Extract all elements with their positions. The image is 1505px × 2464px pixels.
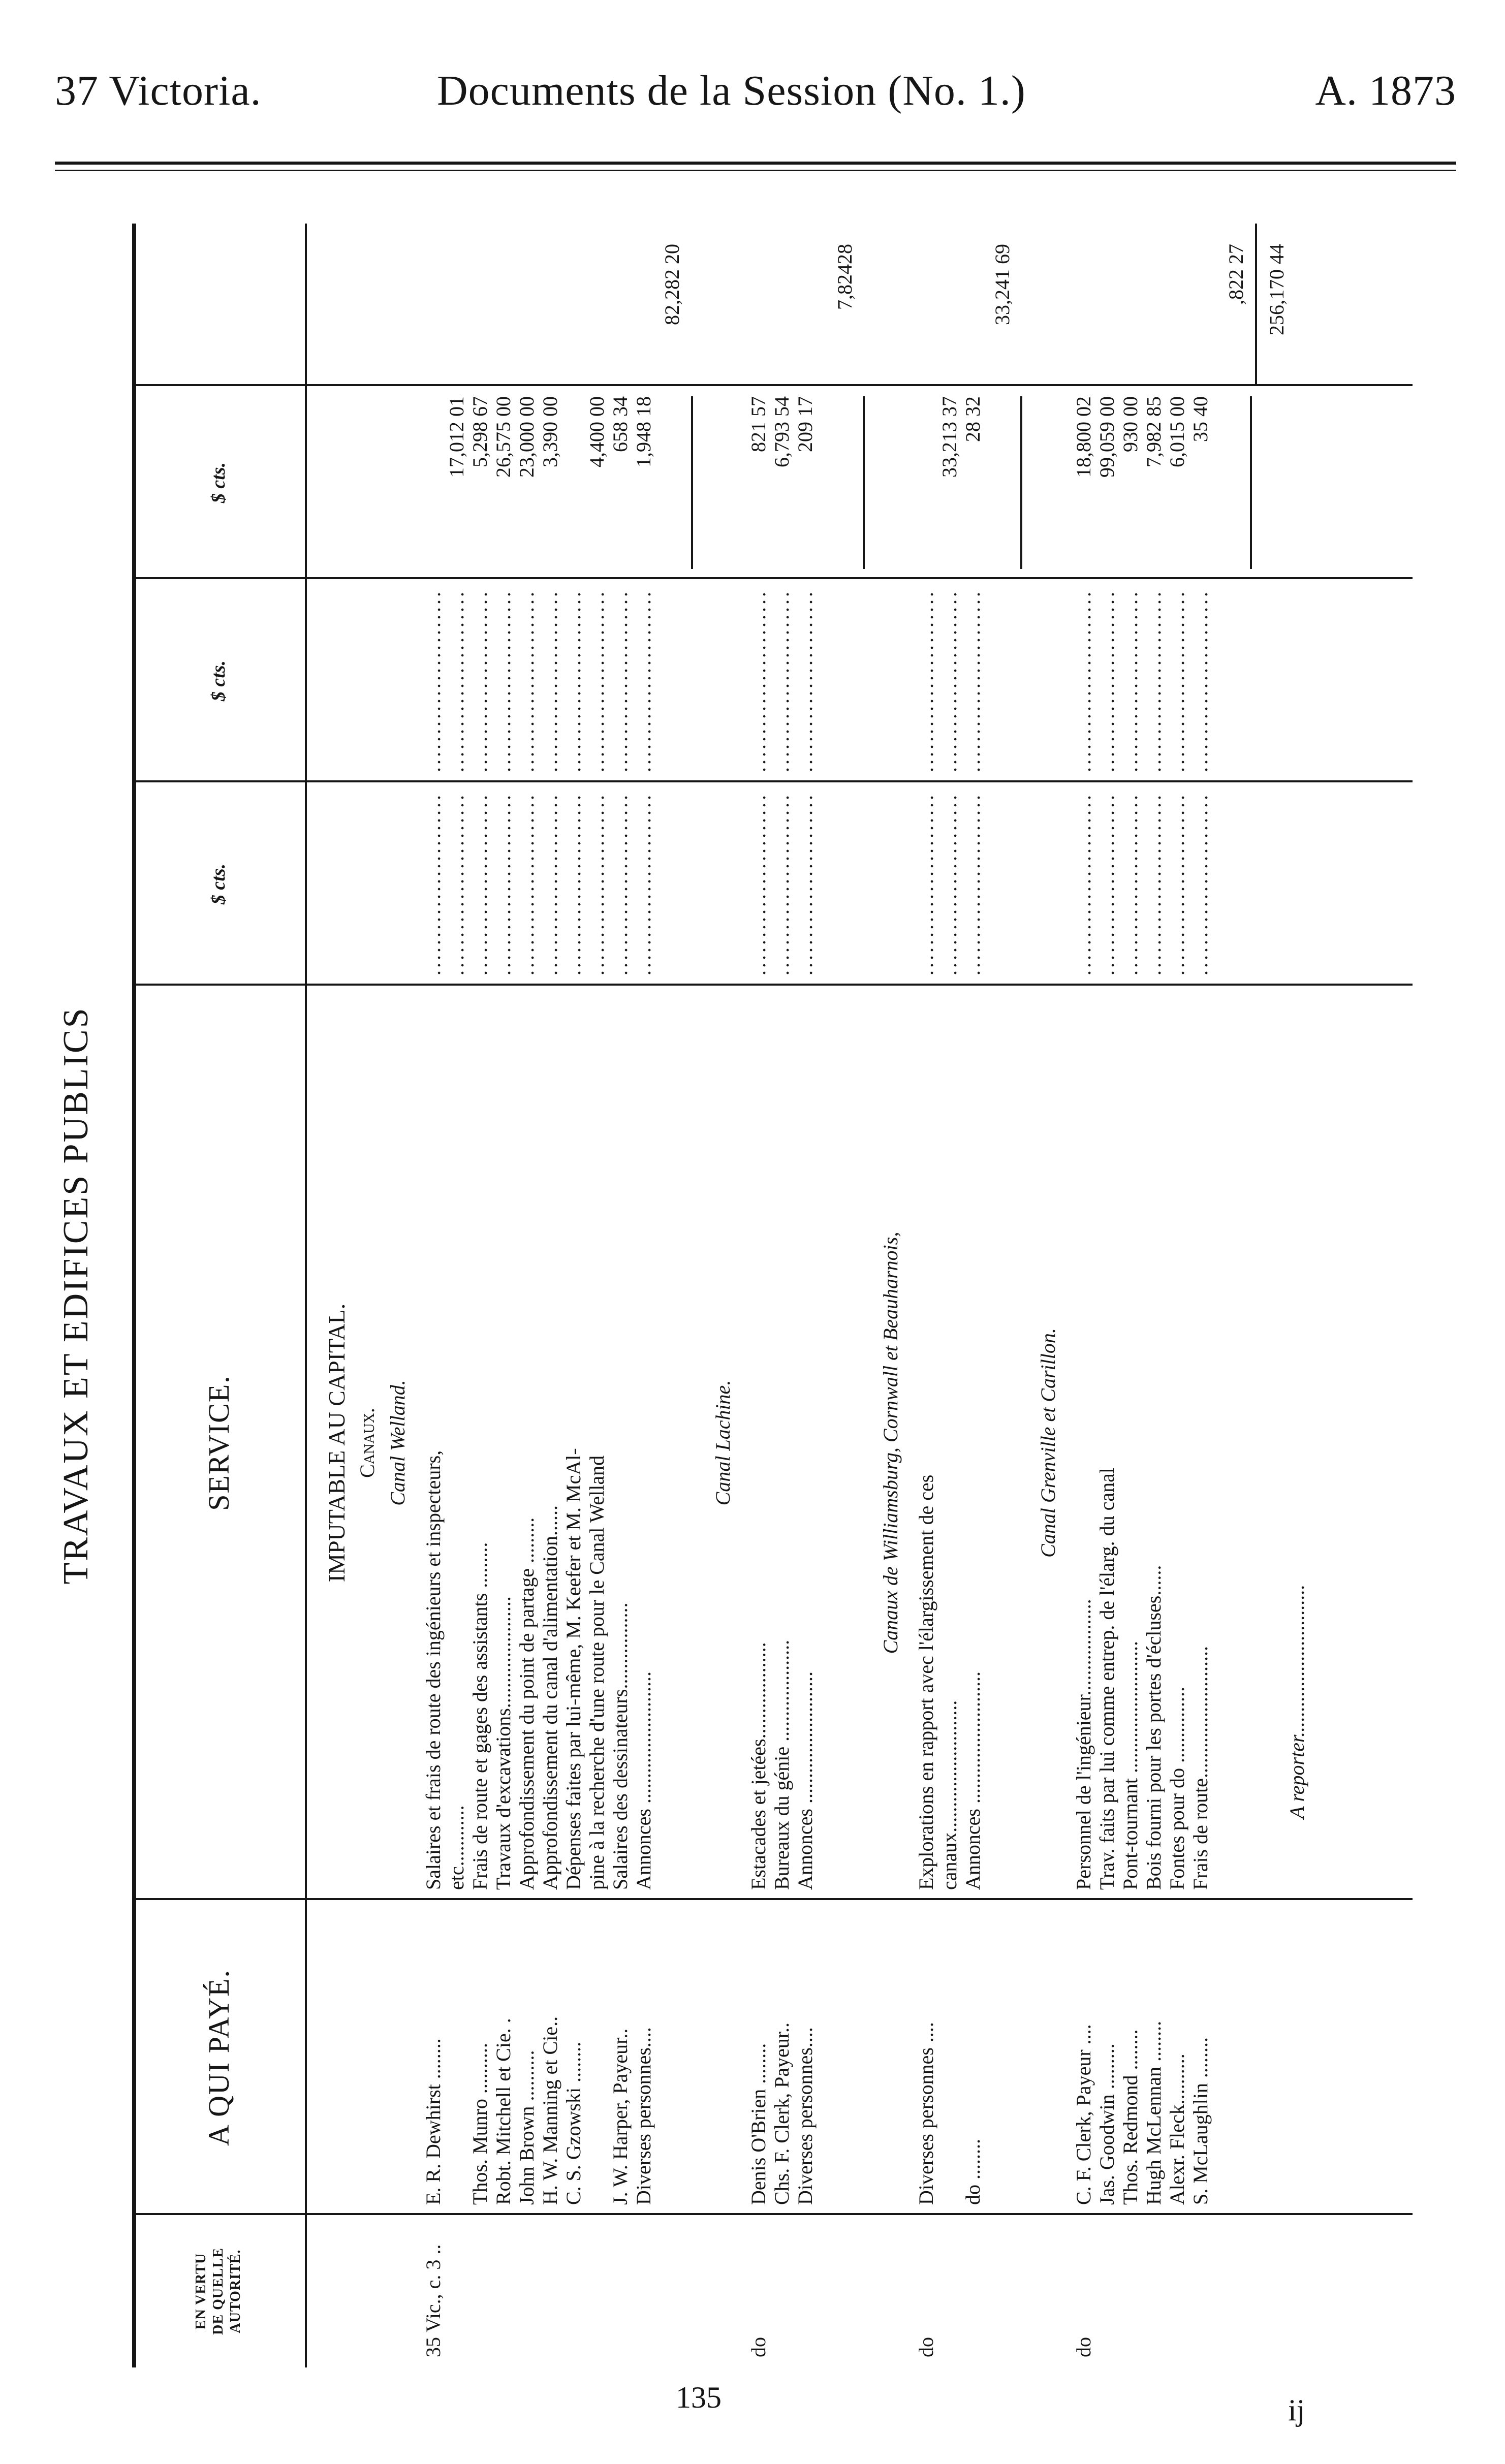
header-bottom-border [305, 224, 307, 2367]
williamsburg-row-service-2: Annonces .......................... [961, 1671, 984, 1890]
col-sep-4 [132, 780, 1413, 782]
col-sep-5 [132, 577, 1413, 579]
col-header-service: SERVICE. [202, 1375, 235, 1511]
grenville-row-leader-money-a-1: ........................ [1095, 793, 1118, 975]
welland-row-leader-money-a-0: ........................ [422, 793, 445, 975]
williamsburg-row-payee-2: do ........ [961, 2139, 984, 2205]
grenville-row-amount-1: 99,059 00 [1095, 396, 1118, 478]
grenville-row-payee-0: C. F. Clerk, Payeur .... [1072, 2024, 1095, 2205]
grenville-row-amount-0: 18,800 02 [1072, 396, 1095, 478]
rule-williamsburg [1020, 396, 1022, 569]
welland-row-payee-6: C. S. Gzowski ........ [562, 2041, 585, 2205]
grenville-row-leader-money-b-3: ........................ [1142, 589, 1165, 772]
section-imputable: IMPUTABLE AU CAPITAL. [324, 1303, 350, 1583]
a-reporter: A reporter.............................. [1285, 1584, 1308, 1819]
welland-row-service-1: etc............ [445, 1805, 468, 1890]
williamsburg-row-leader-money-b-1: ........................ [938, 589, 961, 772]
welland-row-leader-money-b-8: ........................ [609, 589, 632, 772]
grenville-row-payee-3: Hugh McLennan ........ [1142, 2020, 1165, 2205]
grenville-row-service-5: Frais de route.......................... [1189, 1646, 1212, 1890]
welland-row-leader-money-a-1: ........................ [445, 793, 468, 975]
williamsburg-row-leader-money-a-0: ........................ [915, 793, 937, 975]
welland-row-leader-money-a-6: ........................ [562, 793, 585, 975]
welland-row-leader-money-b-3: ........................ [492, 589, 515, 772]
lachine-row-payee-1: Chs. F. Clerk, Payeur.. [770, 2022, 793, 2205]
welland-row-payee-2: Thos. Munro .......... [468, 2043, 491, 2205]
welland-row-leader-money-b-0: ........................ [422, 589, 445, 772]
col-header-money2: $ cts. [208, 660, 229, 702]
welland-row-amount-1: 17,012 01 [445, 396, 468, 478]
lachine-row-leader-money-b-1: ........................ [770, 589, 793, 772]
lachine-row-leader-money-a-0: ........................ [747, 793, 770, 975]
welland-row-amount-7: 4,400 00 [585, 396, 608, 467]
header-rule-bottom [55, 170, 1456, 171]
welland-row-service-7: pine à la recherche d'une route pour le Canal Welland [585, 1455, 608, 1890]
welland-row-leader-money-a-4: ........................ [515, 793, 538, 975]
grenville-row-service-3: Bois fourni pour les portes d'écluses...... [1142, 1565, 1165, 1890]
lachine-row-amount-2: 209 17 [794, 396, 817, 452]
lachine-row-leader-money-b-0: ........................ [747, 589, 770, 772]
welland-row-amount-9: 1,948 18 [632, 396, 655, 467]
welland-row-leader-money-b-2: ........................ [468, 589, 491, 772]
grenville-row-leader-money-b-4: ........................ [1166, 589, 1188, 772]
grenville-row-service-0: Personnel de l'ingénieur................... [1072, 1599, 1095, 1890]
lachine-row-authority-0: do [747, 2337, 770, 2357]
welland-row-service-0: Salaires et frais de route des ingénieurs et inspecteurs, [422, 1450, 445, 1890]
total-williamsburg: 33,241 69 [991, 244, 1014, 325]
welland-row-service-6: Dépenses faites par lui-même, M. Keefer et M. McAl- [562, 1448, 585, 1890]
welland-row-leader-money-b-4: ........................ [515, 589, 538, 772]
col-sep-1 [132, 2213, 1413, 2215]
grenville-row-leader-money-b-1: ........................ [1095, 589, 1118, 772]
welland-row-leader-money-b-9: ........................ [632, 589, 655, 772]
grenville-row-leader-money-b-2: ........................ [1119, 589, 1142, 772]
welland-row-leader-money-a-5: ........................ [539, 793, 561, 975]
lachine-row-leader-money-a-1: ........................ [770, 793, 793, 975]
rotated-table [56, 224, 1453, 2367]
welland-row-service-8: Salaires des dessinateurs................. [609, 1602, 632, 1890]
williamsburg-row-authority-0: do [915, 2337, 937, 2357]
grenville-row-amount-5: 35 40 [1189, 396, 1212, 442]
welland-row-leader-money-b-5: ........................ [539, 589, 561, 772]
williamsburg-row-leader-money-a-1: ........................ [938, 793, 961, 975]
col-sep-6 [132, 384, 1413, 386]
rule-grand [1255, 224, 1257, 386]
total-lachine: 7,82428 [833, 244, 856, 310]
grenville-row-payee-1: Jas. Goodwin ......... [1095, 2043, 1118, 2205]
header-center: Documents de la Session (No. 1.) [437, 67, 1026, 114]
section-canaux: Canaux. [356, 1408, 379, 1478]
welland-row-leader-money-a-9: ........................ [632, 793, 655, 975]
williamsburg-row-amount-1: 33,213 37 [938, 396, 961, 478]
welland-row-leader-money-a-8: ........................ [609, 793, 632, 975]
lachine-row-leader-money-a-2: ........................ [794, 793, 817, 975]
welland-row-service-4: Approfondissement du point de partage ......... [515, 1517, 538, 1890]
welland-row-amount-4: 23,000 00 [515, 396, 538, 478]
williamsburg-row-service-0: Explorations en rapport avec l'élargissement de ces [915, 1474, 937, 1890]
header-left: 37 Victoria. [55, 67, 262, 114]
total-welland: 82,282 20 [661, 244, 683, 325]
page-title: TRAVAUX ET EDIFICES PUBLICS [56, 1006, 96, 1585]
section-lachine: Canal Lachine. [711, 1380, 734, 1506]
grand-total: 256,170 44 [1265, 244, 1288, 335]
grenville-row-amount-2: 930 00 [1119, 396, 1142, 452]
williamsburg-row-leader-money-a-2: ........................ [961, 793, 984, 975]
lachine-row-service-2: Annonces .......................... [794, 1671, 817, 1890]
grenville-row-leader-money-a-5: ........................ [1189, 793, 1212, 975]
welland-row-amount-5: 3,390 00 [539, 396, 561, 467]
col-header-authority: EN VERTU DE QUELLE AUTORITÉ. [193, 2248, 243, 2335]
col-sep-3 [132, 984, 1413, 986]
grenville-row-authority-0: do [1072, 2337, 1095, 2357]
page-number: 135 [676, 2381, 722, 2414]
rule-welland [691, 396, 693, 569]
welland-row-leader-money-b-7: ........................ [585, 589, 608, 772]
grenville-row-leader-money-b-0: ........................ [1072, 589, 1095, 772]
grenville-row-leader-money-a-4: ........................ [1166, 793, 1188, 975]
lachine-row-service-0: Estacades et jetées................... [747, 1642, 770, 1890]
grenville-row-leader-money-a-2: ........................ [1119, 793, 1142, 975]
header-right: A. 1873 [1315, 67, 1456, 114]
lachine-row-amount-0: 821 57 [747, 396, 770, 452]
lachine-row-payee-0: Denis O'Brien ........ [747, 2043, 770, 2205]
williamsburg-row-payee-0: Diverses personnes .... [915, 2022, 937, 2205]
col-header-payee: A QUI PAYÉ. [202, 1969, 235, 2146]
welland-row-payee-9: Diverses personnes.... [632, 2027, 655, 2205]
lachine-row-service-1: Bureaux du génie .................... [770, 1639, 793, 1890]
grenville-row-leader-money-b-5: ........................ [1189, 589, 1212, 772]
rule-grenville [1250, 396, 1252, 569]
welland-row-leader-money-b-6: ........................ [562, 589, 585, 772]
grenville-row-service-1: Trav. faits par lui comme entrep. de l'élarg. du canal [1095, 1467, 1118, 1890]
grenville-row-payee-2: Thos. Redmond ........ [1119, 2029, 1142, 2205]
grenville-row-payee-4: Alexr. Fleck.......... [1166, 2054, 1188, 2205]
welland-row-service-9: Annonces .......................... [632, 1671, 655, 1890]
williamsburg-row-amount-2: 28 32 [961, 396, 984, 442]
grenville-row-amount-4: 6,015 00 [1166, 396, 1188, 467]
welland-row-payee-3: Robt. Mitchell et Cie. . [492, 2018, 515, 2205]
lachine-row-leader-money-b-2: ........................ [794, 589, 817, 772]
signature-mark: ij [1288, 2393, 1305, 2427]
welland-row-amount-2: 5,298 67 [468, 396, 491, 467]
welland-row-authority-0: 35 Vic., c. 3 .. [422, 2244, 445, 2357]
grenville-row-leader-money-a-3: ........................ [1142, 793, 1165, 975]
welland-row-payee-8: J. W. Harper, Payeur.. [609, 2028, 632, 2205]
williamsburg-row-leader-money-b-2: ........................ [961, 589, 984, 772]
section-williamsburg: Canaux de Williamsburg, Cornwall et Beauharnois, [879, 1231, 902, 1654]
welland-row-amount-3: 26,575 00 [492, 396, 515, 478]
header-rule-top [55, 162, 1456, 165]
welland-row-service-3: Travaux d'excavations...................... [492, 1596, 515, 1890]
section-grenville: Canal Grenville et Carillon. [1037, 1328, 1059, 1558]
welland-row-amount-8: 658 34 [609, 396, 632, 452]
welland-row-payee-0: E. R. Dewhirst ........ [422, 2038, 445, 2205]
lachine-row-amount-1: 6,793 54 [770, 396, 793, 467]
section-welland: Canal Welland. [386, 1380, 409, 1506]
welland-row-service-5: Approfondissement du canal d'alimentation...... [539, 1505, 561, 1890]
williamsburg-row-leader-money-b-0: ........................ [915, 589, 937, 772]
col-header-money1: $ cts. [208, 863, 229, 905]
total-grenville: ,822 27 [1225, 244, 1247, 305]
welland-row-payee-5: H. W. Manning et Cie.. [539, 2016, 561, 2205]
grenville-row-payee-5: S. McLaughlin ........ [1189, 2037, 1212, 2205]
welland-row-leader-money-b-1: ........................ [445, 589, 468, 772]
col-header-money3: $ cts. [208, 462, 229, 503]
grenville-row-service-4: Fontes pour do ............... [1166, 1687, 1188, 1890]
lachine-row-payee-2: Diverses personnes.... [794, 2027, 817, 2205]
williamsburg-row-service-1: canaux.......................... [938, 1700, 961, 1890]
welland-row-service-2: Frais de route et gages des assistants ......... [468, 1542, 491, 1890]
rule-lachine [863, 396, 865, 569]
table-top-border [132, 224, 136, 2367]
welland-row-leader-money-a-2: ........................ [468, 793, 491, 975]
grenville-row-amount-3: 7,982 85 [1142, 396, 1165, 467]
welland-row-leader-money-a-7: ........................ [585, 793, 608, 975]
grenville-row-leader-money-a-0: ........................ [1072, 793, 1095, 975]
col-sep-2 [132, 1898, 1413, 1900]
grenville-row-service-2: Pont-tournant .......................... [1119, 1641, 1142, 1890]
welland-row-leader-money-a-3: ........................ [492, 793, 515, 975]
welland-row-payee-4: John Brown .......... [515, 2050, 538, 2205]
